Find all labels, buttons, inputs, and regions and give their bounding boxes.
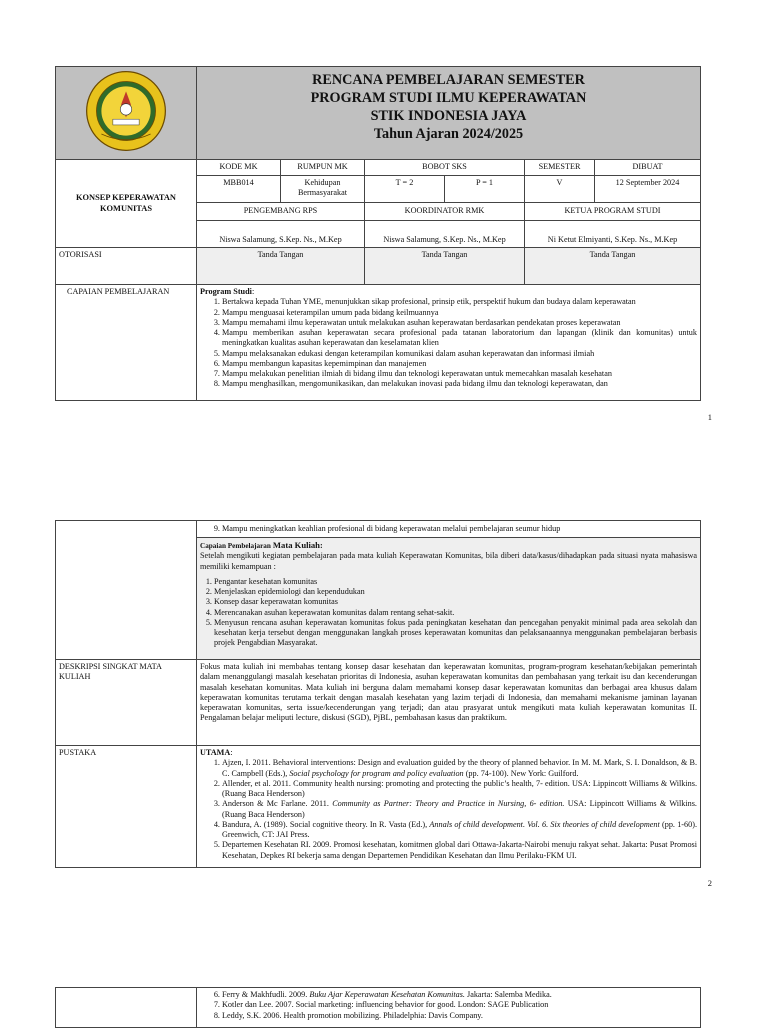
pustaka-list — [200, 758, 697, 861]
title-line-1: RENCANA PEMBELAJARAN SEMESTER — [312, 72, 585, 88]
course-name: KONSEP KEPERAWATAN KOMUNITAS — [56, 160, 197, 248]
institution-logo-icon — [85, 70, 167, 152]
value-dibuat: 12 September 2024 — [595, 176, 701, 203]
title-line-2: PROGRAM STUDI ILMU KEPERAWATAN — [310, 90, 587, 106]
page-number-2: 2 — [707, 878, 712, 888]
list-item: 7. Mampu melakukan penelitian ilmiah di bidang ilmu dan teknologi keperawatan untuk memecahkan masalah kesehatan — [222, 369, 697, 379]
capaian-prodi-cell — [197, 285, 701, 401]
pustaka-label: PUSTAKA — [56, 746, 197, 868]
list-item: 4. Merencanakan asuhan keperawatan komunitas dalam rentang sehat-sakit. — [214, 608, 697, 618]
deskripsi-label: DESKRIPSI SINGKAT MATA KULIAH — [56, 660, 197, 746]
value-pengembang: Niswa Salamung, S.Kep. Ns., M.Kep — [197, 221, 365, 248]
page-3-table — [55, 987, 700, 1028]
list-item: 4. Bandura, A. (1989). Social cognitive theory. In R. Vasta (Ed.), Annals of child development. Vol. 6. Six theories of child development (pp. 1-60). Greenwich, CT: JAI Press. — [222, 820, 697, 841]
value-sks-teori: T = 2 — [365, 176, 445, 203]
pustaka-heading: UTAMA: — [200, 748, 233, 757]
list-item: 2. Allender, et al. 2011. Community health nursing: promoting and protecting the public’s health, 7- edition. USA: Lippincott Williams & Wilkins. (Ruang Baca Henderson) — [222, 779, 697, 800]
pustaka-continued-cell — [197, 988, 701, 1028]
header-semester: SEMESTER — [525, 160, 595, 176]
page-2-table — [55, 520, 700, 868]
list-item: 6. Mampu membangun kapasitas kepemimpinan dan manajemen — [222, 359, 697, 369]
title-line-3: STIK INDONESIA JAYA — [370, 108, 527, 124]
header-bobot-sks: BOBOT SKS — [365, 160, 525, 176]
pustaka-cell — [197, 746, 701, 868]
prodi-list — [200, 297, 697, 389]
value-sks-praktik: P = 1 — [445, 176, 525, 203]
sign-ketua: Tanda Tangan — [525, 248, 701, 285]
header-dibuat: DIBUAT — [595, 160, 701, 176]
mk-list — [200, 577, 697, 649]
document-title — [197, 67, 701, 160]
logo-cell — [56, 67, 197, 160]
value-semester: V — [525, 176, 595, 203]
mk-heading: Capaian Pembelajaran Mata Kuliah: — [200, 540, 323, 550]
page-number-1: 1 — [707, 412, 712, 422]
list-item: 1. Ajzen, I. 2011. Behavioral interventions: Design and evaluation guided by the theory of planned behavior. In M. M. Mark, S. I. Donaldson, & B. C. Campbell (Eds.), Social psychology for program and policy evaluation (pp. 74-100). New York: Guilford. — [222, 758, 697, 779]
otorisasi-label: OTORISASI — [56, 248, 197, 285]
value-rumpun-mk: Kehidupan Bermasyarakat — [281, 176, 365, 203]
capaian-label: CAPAIAN PEMBELAJARAN — [56, 285, 197, 401]
header-kode-mk: KODE MK — [197, 160, 281, 176]
list-item: 8. Leddy, S.K. 2006. Health promotion mobilizing. Philadelphia: Davis Company. — [222, 1011, 697, 1021]
list-item: 2. Menjelaskan epidemiologi dan kependudukan — [214, 587, 697, 597]
prodi-heading: Program Studi: — [200, 287, 255, 296]
value-ketua: Ni Ketut Elmiyanti, S.Kep. Ns., M.Kep — [525, 221, 701, 248]
deskripsi-text: Fokus mata kuliah ini membahas tentang konsep dasar kesehatan dan keperawatan komunitas, program-program kesehatan/kebijakan pemerintah dalam menanggulangi masalah kesehatan prioritas di Indonesia, asuhan keperawatan komunitas dan pembahasan yang terkait isu dan kecenderungan masalah kesehatan komunitas. Mata kuliah ini berguna dalam memahami konsep dasar keperawatan komunitas dan berbagai area khusus dalam keperawatan komunitas terutama terkait dengan masalah kesehatan yang lazim terjadi di Indonesia, dan memahami mekanisme jaminan layanan keperawatan komunitas, serta issue/kecenderungan yang terjadi; dan atau prasyarat untuk mengikuti mata kuliah keperawatan komunitas II. Pengalaman belajar meliputi lecture, diskusi (SGD), PjBL, pembahasan kasus dan praktikum. — [197, 660, 701, 746]
capaian-continued-label — [56, 521, 197, 660]
list-item: 1. Pengantar kesehatan komunitas — [214, 577, 697, 587]
list-item: 4. Mampu memberikan asuhan keperawatan secara profesional pada tatanan laboratorium dan lapangan (klinik dan komunitas) untuk meningkatkan kualitas asuhan keperawatan dan keselamatan klien — [222, 328, 697, 349]
prodi-list-2 — [200, 524, 697, 534]
sign-koordinator: Tanda Tangan — [365, 248, 525, 285]
page-1-table — [55, 66, 700, 401]
capaian-mk-cell — [197, 538, 701, 660]
list-item: 3. Konsep dasar keperawatan komunitas — [214, 597, 697, 607]
list-item: 6. Ferry & Makhfudli. 2009. Buku Ajar Keperawatan Kesehatan Komunitas. Jakarta: Salemba Medika. — [222, 990, 697, 1000]
list-item: 2. Mampu menguasai keterampilan umum pada bidang keilmuannya — [222, 308, 697, 318]
title-line-4: Tahun Ajaran 2024/2025 — [373, 126, 524, 142]
list-item: 3. Anderson & Mc Farlane. 2011. Community as Partner: Theory and Practice in Nursing, 6- edition. USA: Lippincott Williams & Wilkins. (Ruang Baca Henderson) — [222, 799, 697, 820]
sign-pengembang: Tanda Tangan — [197, 248, 365, 285]
list-item: 9. Mampu meningkatkan keahlian profesional di bidang keperawatan melalui pembelajaran seumur hidup — [222, 524, 697, 534]
list-item: 5. Menyusun rencana asuhan keperawatan komunitas fokus pada peningkatan kesehatan dan pencegahan penyakit minimal pada area sekolah dan kesehatan kerja tersebut dengan menggunakan langkah proses keperawatan komunitas dan pelaksanaannya menggunakan pembelajaran berbasis projek Pengabdian Masyarakat. — [214, 618, 697, 649]
header-ketua: KETUA PROGRAM STUDI — [525, 203, 701, 221]
mk-intro: Setelah mengikuti kegiatan pembelajaran pada mata kuliah Keperawatan Komunitas, bila diberi data/kasus/dihadapkan pada situasi nyata mahasiswa memiliki kemampuan : — [200, 551, 697, 571]
pustaka-list-2 — [200, 990, 697, 1021]
list-item: 5. Mampu melaksanakan edukasi dengan keterampilan komunikasi dalam asuhan keperawatan dan informasi ilmiah — [222, 349, 697, 359]
list-item: 3. Mampu memahami ilmu keperawatan untuk melakukan asuhan keperawatan berdasarkan pendekatan proses keperawatan — [222, 318, 697, 328]
prodi-list-continued — [197, 521, 701, 538]
pustaka-continued-label — [56, 988, 197, 1028]
list-item: 8. Mampu menghasilkan, mengomunikasikan, dan melakukan inovasi pada bidang ilmu dan teknologi keperawatan, dan — [222, 379, 697, 389]
value-koordinator: Niswa Salamung, S.Kep. Ns., M.Kep — [365, 221, 525, 248]
header-rumpun-mk: RUMPUN MK — [281, 160, 365, 176]
value-kode-mk: MBB014 — [197, 176, 281, 203]
header-pengembang: PENGEMBANG RPS — [197, 203, 365, 221]
list-item: 7. Kotler dan Lee. 2007. Social marketing: influencing behavior for good. London: SAGE Publication — [222, 1000, 697, 1010]
list-item: 5. Departemen Kesehatan RI. 2009. Promosi kesehatan, komitmen global dari Ottawa-Jakarta-Nairobi menuju rakyat sehat. Jakarta: Pusat Promosi Kesehatan, Depkes RI bekerja sama dengan Departemen Pendidikan Kesehatan dan Ilmu Perilaku-FKM UI. — [222, 840, 697, 861]
header-koordinator: KOORDINATOR RMK — [365, 203, 525, 221]
list-item: 1. Bertakwa kepada Tuhan YME, menunjukkan sikap profesional, prinsip etik, perspektif hukum dan budaya dalam keperawatan — [222, 297, 697, 307]
